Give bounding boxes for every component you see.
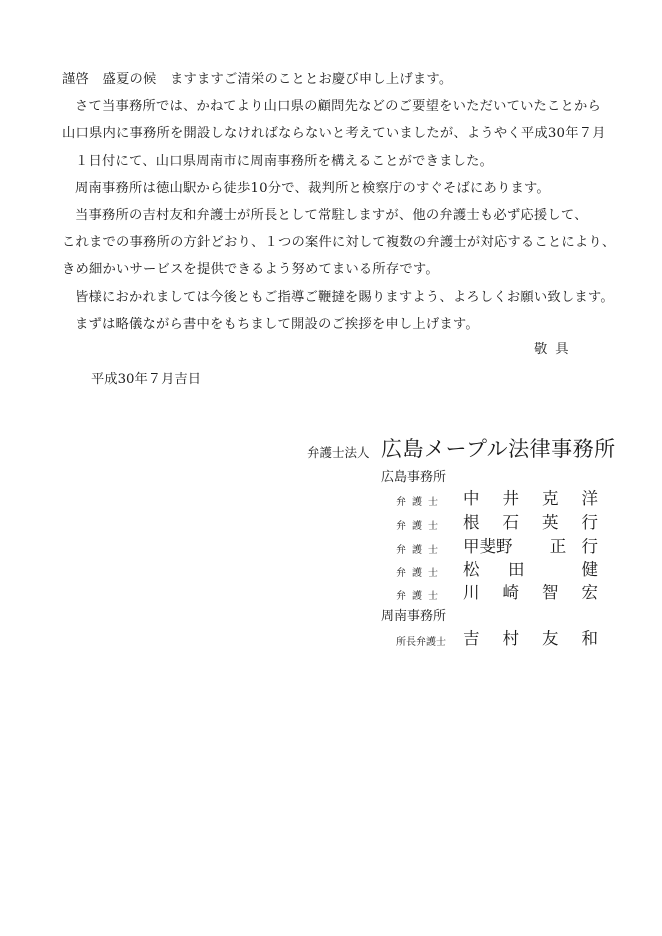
letter-date: 平成30年７月吉日 bbox=[91, 372, 201, 387]
member-name: 甲斐野 正 行 bbox=[463, 537, 598, 556]
member-name: 根 石 英 行 bbox=[463, 513, 598, 532]
body-line: きめ細かいサービスを提供できるよう努めてまいる所存です。 bbox=[62, 262, 439, 278]
office-name-shunan: 周南事務所 bbox=[381, 609, 447, 624]
body-line: これまでの事務所の方針どおり、１つの案件に対して複数の弁護士が対応することにより、 bbox=[62, 235, 616, 251]
member-row bbox=[390, 559, 600, 583]
letter-body bbox=[62, 66, 616, 338]
member-role: 弁護士 bbox=[396, 591, 444, 602]
member-role: 所長弁護士 bbox=[396, 637, 446, 648]
member-role: 弁護士 bbox=[396, 497, 444, 508]
member-name: 中 井 克 洋 bbox=[463, 489, 598, 508]
member-row bbox=[390, 582, 600, 606]
office-name-hiroshima: 広島事務所 bbox=[381, 470, 447, 485]
greeting-paragraph: 謹啓 盛夏の候 ますますご清栄のこととお慶び申し上げます。 bbox=[62, 72, 453, 87]
closing-line: まずは略儀ながら書中をもちまして開設のご挨拶を申し上げます。 bbox=[75, 316, 479, 332]
body-line: さて当事務所では、かねてより山口県の顧問先などのご要望をいただいていたことから bbox=[75, 99, 602, 115]
member-row bbox=[390, 628, 600, 652]
body-line: 山口県内に事務所を開設しなければならないと考えていましたが、ようやく平成30年７月 bbox=[62, 126, 606, 142]
member-row bbox=[390, 512, 600, 536]
corp-prefix: 弁護士法人 bbox=[307, 445, 370, 460]
body-line: 周南事務所は徳山駅から徒歩10分で、裁判所と検察庁のすぐそばにあります。 bbox=[75, 180, 550, 196]
member-name: 吉 村 友 和 bbox=[463, 629, 598, 648]
member-row bbox=[390, 488, 600, 512]
member-name: 松 田 健 bbox=[463, 560, 598, 579]
body-line: 当事務所の吉村友和弁護士が所長として常駐しますが、他の弁護士も必ず応援して、 bbox=[75, 208, 588, 224]
body-line: 皆様におかれましては今後ともご指導ご鞭撻を賜りますよう、よろしくお願い致します。 bbox=[75, 289, 614, 305]
member-role: 弁護士 bbox=[396, 568, 444, 579]
member-role: 弁護士 bbox=[396, 545, 444, 556]
closing-salutation: 敬具 bbox=[534, 342, 577, 357]
member-name: 川 崎 智 宏 bbox=[463, 583, 598, 602]
member-row bbox=[390, 536, 600, 560]
member-role: 弁護士 bbox=[396, 521, 444, 532]
body-line: １日付にて、山口県周南市に周南事務所を構えることができました。 bbox=[75, 153, 494, 169]
firm-name: 広島メープル法律事務所 bbox=[381, 437, 616, 461]
